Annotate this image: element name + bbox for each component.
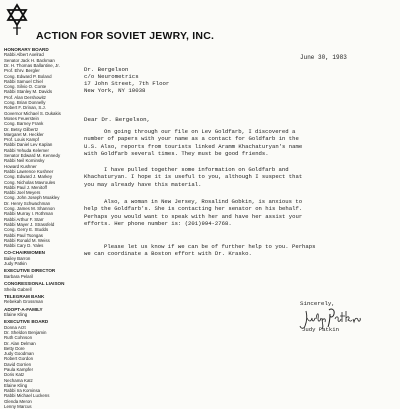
board-member: Cong. Barney Frank bbox=[4, 121, 44, 127]
sidebar-heading: CONGRESSIONAL LIAISON bbox=[4, 281, 65, 287]
board-member: Nechama Katz bbox=[4, 377, 33, 383]
board-member: Dr. Henry Schwachman bbox=[4, 200, 51, 206]
paragraph-line: number of papers with your name as a contact for Goldfarb in the bbox=[84, 135, 299, 143]
board-member: Rabbi Yehuda Kelemer bbox=[4, 147, 49, 153]
board-member: Rabbi Cary D. Yales bbox=[4, 243, 44, 249]
board-member: Dr. Alan Delman bbox=[4, 340, 36, 346]
board-member: Doris Katz bbox=[4, 372, 25, 378]
board-member: Rabbi Ira Kominsa bbox=[4, 388, 41, 394]
body-paragraph bbox=[84, 198, 396, 228]
board-member: Rabbi Murray I. Rothman bbox=[4, 211, 54, 217]
board-member: Glenda Meron bbox=[4, 398, 32, 404]
address-line: Dr. Bergelson bbox=[84, 66, 129, 73]
board-member: Rabbi Neil Kominsky bbox=[4, 158, 45, 164]
paragraph-line: Khachaturyan. I hope it is useful to you, although I suspect that bbox=[84, 173, 303, 181]
board-sidebar bbox=[4, 47, 86, 409]
closing: Sincerely, bbox=[300, 300, 335, 307]
board-member: Elaine Kling bbox=[4, 382, 28, 388]
board-member: Cong. Edward P. Boland bbox=[4, 73, 52, 79]
paragraph-line: with Goldfarb several times. They must be good friends. bbox=[84, 150, 269, 158]
board-member: Cong. Edward J. Markey bbox=[4, 174, 53, 180]
address-line: 17 John Street, 7th Floor bbox=[84, 80, 170, 88]
board-member: Senator Edward M. Kennedy bbox=[4, 153, 61, 159]
board-member: Prof. Louis Kampf bbox=[4, 137, 39, 143]
board-member: Howard Kushner bbox=[4, 163, 37, 169]
paragraph-line: On going through our file on Lev Goldfarb, I discovered a bbox=[104, 128, 296, 135]
board-member: Rabbi Joel Meyers bbox=[4, 190, 41, 196]
board-member: Rabbi Stanley M. Davids bbox=[4, 89, 53, 95]
board-member: Rabbi Ronald M. Weiss bbox=[4, 237, 50, 243]
board-member: Rabbi Michael Luckens bbox=[4, 393, 50, 399]
board-member: Judy Goodman bbox=[4, 351, 34, 357]
board-member: Moses Feuerstein bbox=[4, 115, 39, 121]
paragraph-line: Also, a woman in New Jersey, Rosalind Gobkin, is anxious to bbox=[104, 198, 303, 205]
board-member: Cong. John Joseph Moakley bbox=[4, 195, 60, 201]
board-member: Donna Arzt bbox=[4, 324, 26, 330]
board-member: Rabbi Mayer J. Strassfeld bbox=[4, 221, 55, 227]
paragraph-line: we can coordinate a Boston effort with Dr. Krasko. bbox=[84, 250, 252, 258]
board-member: Paula Kampfer bbox=[4, 366, 34, 372]
board-member: Rabbi Lawrence Kushner bbox=[4, 168, 54, 174]
board-member: Elaine Kling bbox=[4, 311, 28, 317]
board-member: Rabbi Paul J. Menitoff bbox=[4, 184, 47, 190]
signer-name: Judy Patkin bbox=[302, 326, 339, 333]
board-member: Margaret M. Heckler bbox=[4, 131, 44, 137]
paragraph-line: efforts. Her phone number is: (201)994-2768. bbox=[84, 220, 232, 228]
sidebar-heading: HONORARY BOARD bbox=[4, 47, 49, 52]
board-member: Dr. Sheldon Benjamin bbox=[4, 329, 47, 335]
board-member: Cong. Silvio O. Conte bbox=[4, 84, 47, 90]
paragraph-line: help the Goldfarb's. She is contacting her senator on his behalf. bbox=[84, 205, 303, 213]
board-member: Dr. Betsy Gilbertz bbox=[4, 126, 39, 132]
board-member: Cong. Gerry E. Studds bbox=[4, 227, 49, 233]
paragraph-line: I have pulled together some information on Goldfarb and bbox=[104, 166, 289, 173]
board-member: Senator Jack H. Backman bbox=[4, 57, 55, 63]
sidebar-heading: EXECUTIVE DIRECTOR bbox=[4, 268, 56, 274]
board-member: Betty Dore bbox=[4, 345, 25, 351]
sidebar-heading: EXECUTIVE BOARD bbox=[4, 319, 49, 325]
board-member: Robert F. Drinan, S.J. bbox=[4, 105, 46, 111]
board-member: Judy Patkin bbox=[4, 261, 27, 267]
star-of-david-icon bbox=[4, 2, 30, 36]
board-member: Rabbi Albert Axelrad bbox=[4, 52, 44, 58]
board-member: Prof. Alan Dershowitz bbox=[4, 94, 46, 100]
paragraph-line: you may already have this material. bbox=[84, 180, 202, 188]
board-member: Cong. James M. Shannon bbox=[4, 206, 55, 212]
sidebar-heading: CO-CHAIRWOMEN bbox=[4, 250, 46, 256]
board-member: Rabbi Arthur F. Starr bbox=[4, 216, 44, 222]
board-member: Robert Gordon bbox=[4, 356, 34, 362]
board-member: Sheila Gabrell bbox=[4, 286, 32, 292]
board-member: Dr. H. Thomas Ballantine, Jr. bbox=[4, 63, 60, 68]
board-member: Governor Michael S. Dukakis bbox=[4, 110, 61, 116]
board-member: Ruth Cohnson bbox=[4, 335, 33, 341]
body-paragraph bbox=[84, 243, 396, 258]
board-member: Rabbi Samuel Chiel bbox=[4, 78, 43, 84]
body-paragraph bbox=[84, 128, 396, 158]
board-member: David Gorrien bbox=[4, 361, 32, 367]
board-member: Barbara Pelaril bbox=[4, 273, 34, 279]
sidebar-heading: ADOPT-A-FAMILY bbox=[4, 306, 43, 312]
address-line: c/o Neurometrics bbox=[84, 73, 139, 81]
sidebar-heading: TELEGRAM BANK bbox=[4, 293, 45, 299]
board-member: Lenny Marcus bbox=[4, 404, 32, 409]
board-member: Bailey Barron bbox=[4, 255, 31, 261]
board-member: Rebekah Grossman bbox=[4, 299, 44, 305]
letter-date: June 30, 1983 bbox=[300, 54, 347, 61]
body-paragraph bbox=[84, 166, 396, 188]
salutation: Dear Dr. Bergelson, bbox=[84, 116, 151, 123]
org-name: ACTION FOR SOVIET JEWRY, INC. bbox=[36, 30, 215, 42]
board-member: Cong. Brian Donnelly bbox=[4, 100, 46, 106]
board-member: Rabbi Paul Tsongas bbox=[4, 232, 43, 238]
recipient-address bbox=[84, 66, 169, 94]
address-line: New York, NY 10038 bbox=[84, 87, 146, 95]
board-member: Cong. Nicholas Mavroules bbox=[4, 179, 56, 185]
paragraph-line: Perhaps you would want to speak with her and have her assist your bbox=[84, 212, 303, 220]
board-member: Rabbi Daniel Lev Kaplan bbox=[4, 142, 53, 148]
paragraph-line: Please let us know if we can be of further help to you. Perhaps bbox=[104, 243, 316, 250]
board-member: Prof. Ehrv. Bergler bbox=[4, 68, 40, 74]
paragraph-line: U.S. Also, reports from tourists linked Aramm Khachaturyan's name bbox=[84, 142, 303, 150]
